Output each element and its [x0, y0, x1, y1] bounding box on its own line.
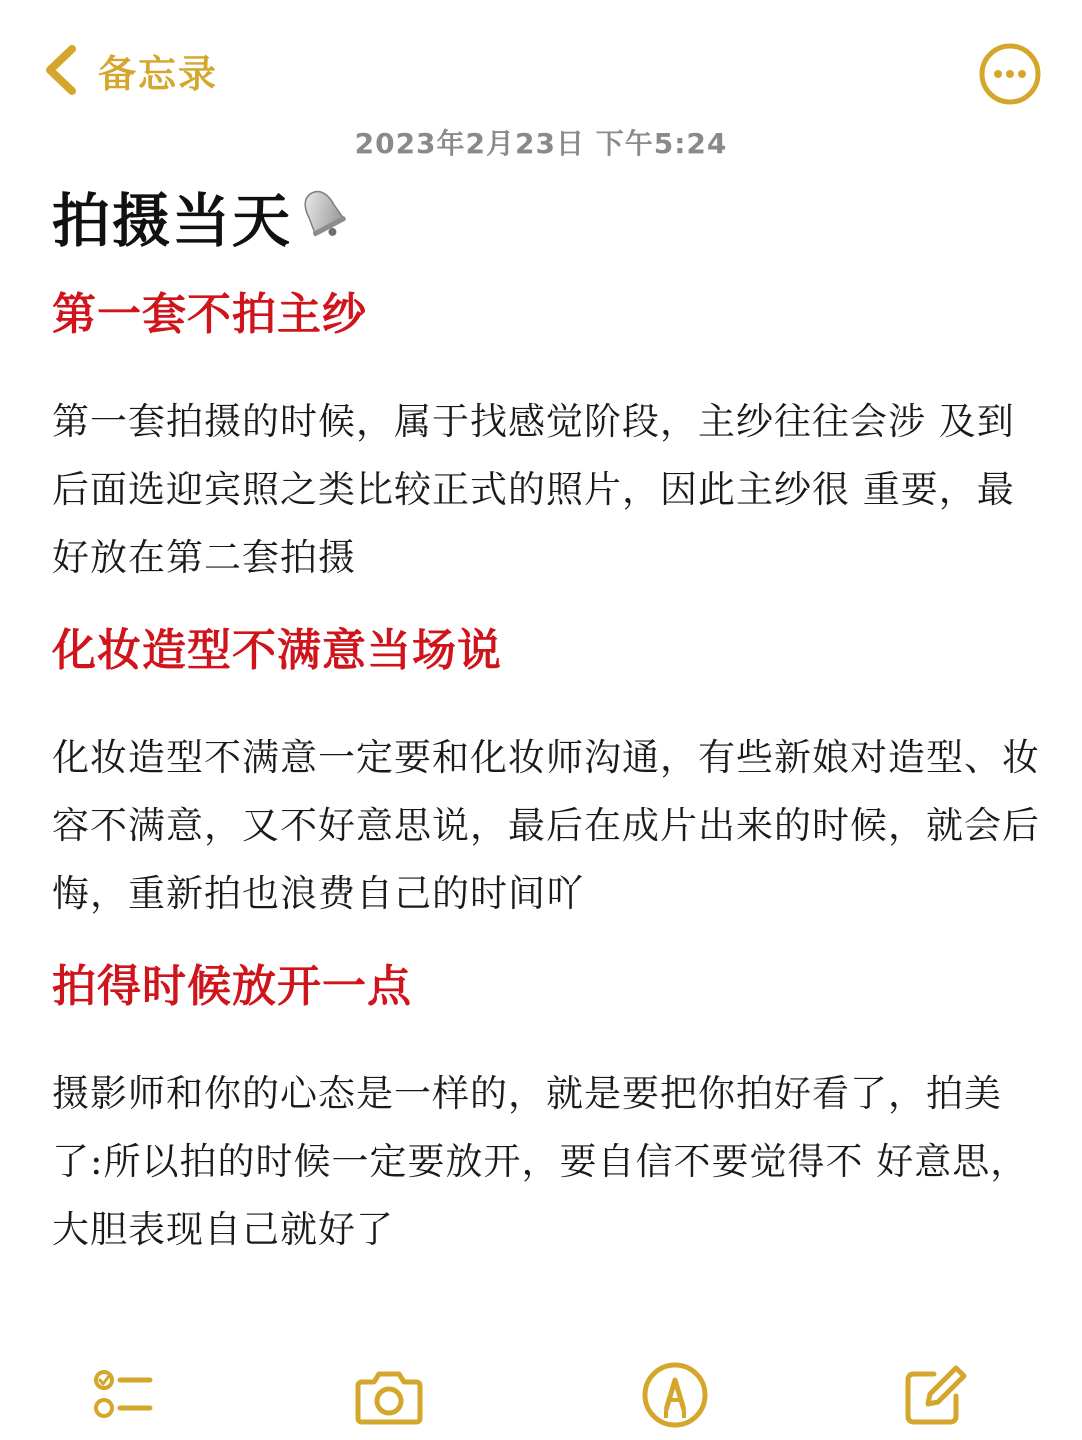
- checklist-button[interactable]: [88, 1360, 158, 1430]
- markup-button[interactable]: [640, 1360, 710, 1430]
- note-date: 2023年2月23日 下午5:24: [354, 127, 728, 160]
- navigation-bar: [0, 0, 1082, 160]
- note-title: [52, 176, 1042, 256]
- checklist-icon: [88, 1360, 158, 1430]
- camera-icon: [354, 1360, 424, 1430]
- bottom-toolbar: [0, 1352, 1082, 1432]
- note-section: [52, 286, 1042, 592]
- note-content[interactable]: [52, 176, 1042, 1264]
- more-button[interactable]: [978, 42, 1042, 106]
- note-section: [52, 622, 1042, 928]
- section-heading: 第一套不拍主纱: [52, 289, 367, 340]
- note-section: [52, 958, 1042, 1264]
- section-body: 摄影师和你的心态是一样的，就是要把你拍好看了，拍美了:所以拍的时候一定要放开，要自信不要觉得不 好意思，大胆表现自己就好了: [52, 1072, 1029, 1251]
- markup-pen-icon: [640, 1360, 710, 1430]
- compose-button[interactable]: [900, 1360, 970, 1430]
- camera-button[interactable]: [354, 1360, 424, 1430]
- bell-icon: [294, 184, 354, 248]
- compose-icon: [900, 1360, 970, 1430]
- chevron-left-icon: [42, 43, 80, 97]
- more-ellipsis-icon: [978, 42, 1042, 106]
- section-body: 第一套拍摄的时候，属于找感觉阶段，主纱往往会涉 及到后面选迎宾照之类比较正式的照片，因此主纱很 重要，最好放在第二套拍摄: [52, 400, 1015, 579]
- section-heading: 拍得时候放开一点: [52, 961, 412, 1012]
- note-title-text: 拍摄当天: [52, 187, 293, 255]
- section-body: 化妆造型不满意一定要和化妆师沟通，有些新娘对造型、妆容不满意，又不好意思说，最后在成片出来的时候，就会后悔，重新拍也浪费自己的时间吖: [52, 736, 1040, 915]
- back-button[interactable]: [42, 42, 218, 98]
- section-heading: 化妆造型不满意当场说: [52, 625, 502, 676]
- back-button-label: 备忘录: [98, 51, 219, 96]
